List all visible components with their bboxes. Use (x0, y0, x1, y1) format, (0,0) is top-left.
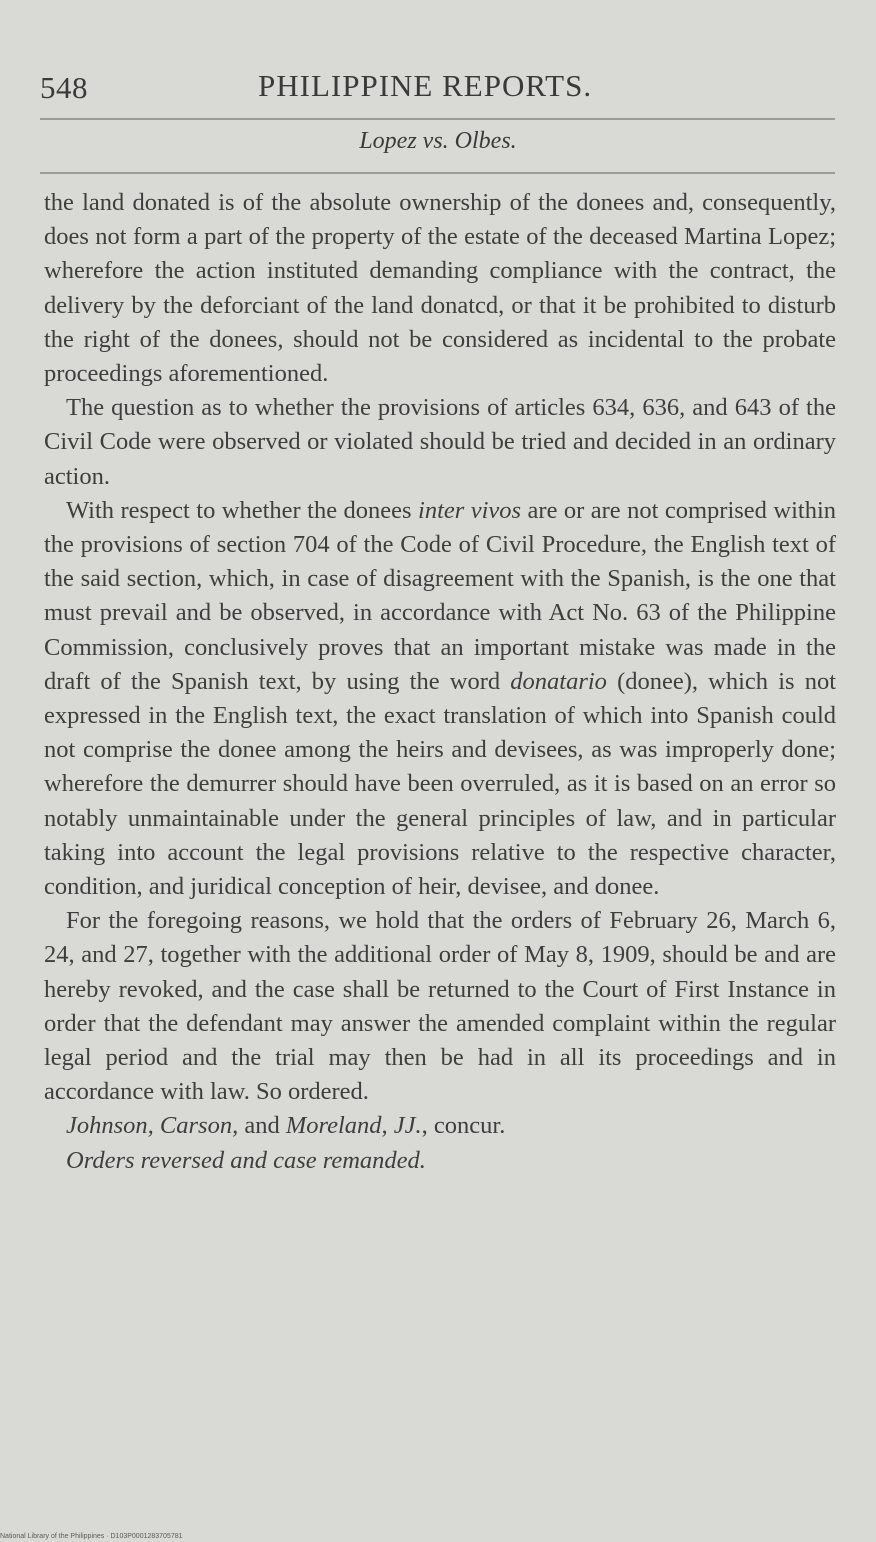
paragraph-text: With respect to whether the donees (66, 496, 419, 524)
scan-credit: National Library of the Philippines · D103P0001283705781 (0, 1533, 183, 1540)
header-rule-top (40, 118, 835, 120)
concurrence-suffix: , concur. (421, 1112, 506, 1140)
paragraph-civil-code: The question as to whether the provisions of articles 634, 636, and 643 of the Civil Code were observed or violated should be tried and decided in an ordinary action. (44, 394, 836, 490)
justice-last: Moreland, JJ. (285, 1112, 422, 1140)
running-head: PHILIPPINE REPORTS. (258, 68, 593, 103)
concurrence-and: and (238, 1112, 286, 1140)
paragraph-section-704 (44, 494, 836, 904)
opinion-body (44, 186, 836, 1178)
justices-names: Johnson, Carson, (66, 1112, 239, 1140)
header-rule-bottom (40, 172, 835, 174)
paragraph-text: are or are not comprised within the provisions of section 704 of the Code of Civil Procedure, the English text of the said section, which, in case of disagreement with the Spanish, is the one that must prevail and be observed, in accordance with Act No. 63 of the Philippine Commission, conclusively proves that an important mistake was made in the draft of the Spanish text, by using the word (44, 496, 836, 695)
italic-term: inter vivos (418, 496, 522, 524)
paragraph-holding: For the foregoing reasons, we hold that the orders of February 26, March 6, 24, and 27, together with the additional order of May 8, 1909, should be and are hereby revoked, and the case shall be returned to the Court of First Instance in order that the defendant may answer the amended complaint within the regular legal period and the trial may then be had in all its proceedings and in accordance with law. So ordered. (44, 907, 836, 1106)
italic-term: donatario (510, 667, 607, 695)
case-title: Lopez vs. Olbes. (359, 128, 517, 154)
disposition-line: Orders reversed and case remanded. (66, 1146, 426, 1174)
page-number: 548 (40, 70, 88, 105)
concurrence-line (44, 1109, 836, 1143)
paragraph-continued: the land donated is of the absolute ownership of the donees and, consequently, does not form a part of the property of the estate of the deceased Martina Lopez; wherefore the action instituted demanding compliance with the contract, the delivery by the deforciant of the land donatcd, or that it be prohibited to disturb the right of the donees, should not be considered as incidental to the probate proceedings aforementioned. (44, 189, 836, 388)
paragraph-text: (donee), which is not expressed in the English text, the exact translation of which into Spanish could not comprise the donee among the heirs and devisees, as was improperly done; wherefore the demurrer should have been overruled, as it is based on an error so notably unmaintainable under the general principles of law, and in particular taking into account the legal provisions relative to the respective character, condition, and juridical conception of heir, devisee, and donee. (44, 667, 837, 901)
